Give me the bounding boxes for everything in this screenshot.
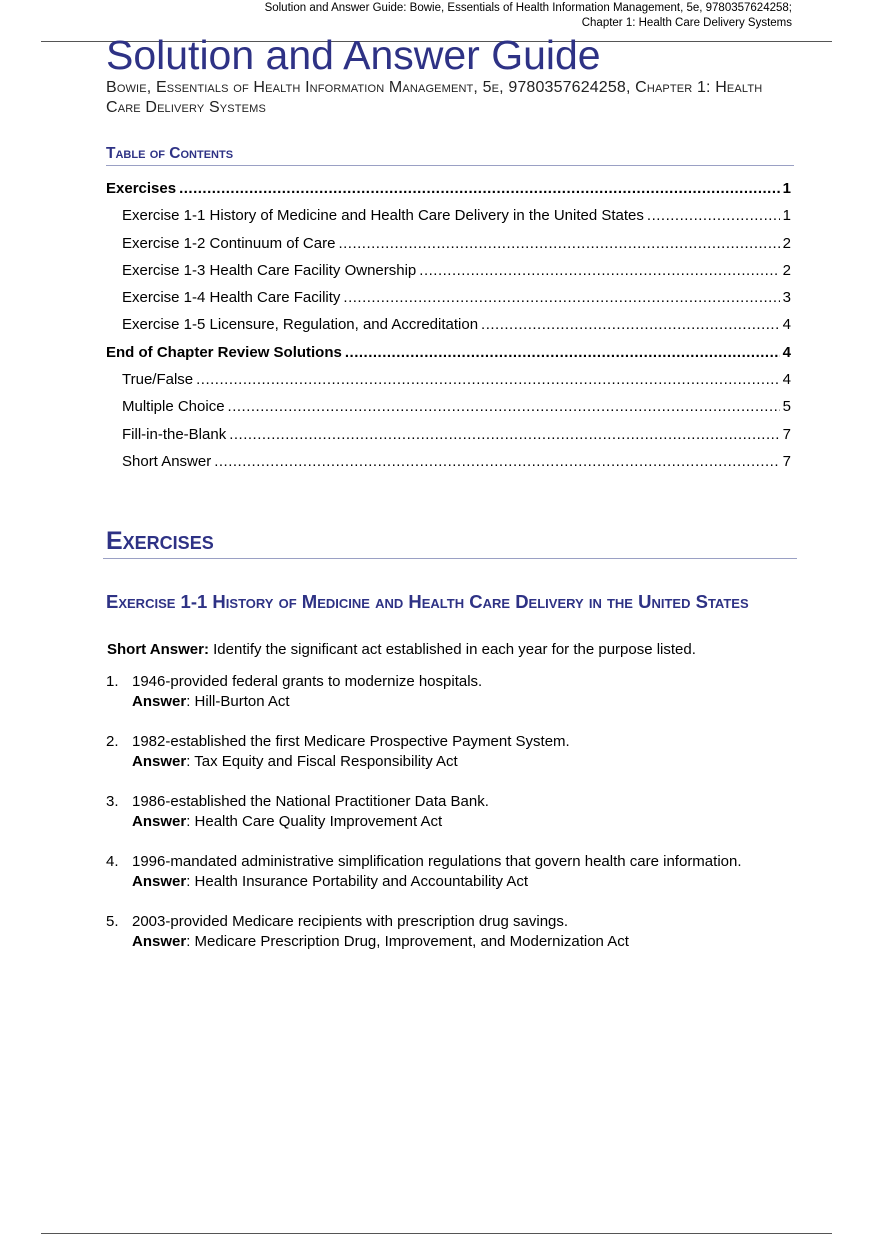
exercise-instructions: [107, 640, 807, 659]
table-of-contents: [106, 177, 791, 477]
toc-leader: [338, 232, 779, 255]
answer-text: : Health Care Quality Improvement Act: [186, 813, 443, 830]
toc-entry-page: 2: [782, 234, 791, 252]
question-item: [106, 672, 806, 732]
toc-entry-page: 7: [782, 425, 791, 443]
answer-text: : Medicare Prescription Drug, Improvement, and Modernization Act: [186, 933, 629, 950]
answer-line: [132, 752, 570, 772]
question-item: [106, 852, 806, 912]
page-subtitle: Bowie, Essentials of Health Information Management, 5e, 9780357624258, Chapter 1: Health Care Delivery Systems: [106, 79, 763, 116]
question-text: 2003-provided Medicare recipients with prescription drug savings.: [132, 913, 569, 930]
question-text: 1986-established the National Practitioner Data Bank.: [132, 793, 489, 810]
toc-leader: [196, 368, 780, 391]
toc-entry[interactable]: [106, 395, 791, 422]
toc-entry-label: Exercises: [106, 180, 177, 197]
toc-leader: [647, 204, 780, 227]
toc-leader: [179, 177, 780, 200]
toc-entry-label: Multiple Choice: [122, 398, 225, 416]
question-item: [106, 732, 806, 792]
toc-entry[interactable]: [106, 341, 791, 368]
toc-leader: [214, 450, 779, 473]
toc-entry-page: 4: [782, 343, 791, 361]
toc-entry-page: 4: [782, 316, 791, 334]
toc-entry-label: True/False: [122, 371, 194, 389]
question-number: 1.: [106, 673, 119, 690]
toc-leader: [229, 423, 779, 446]
running-header: [172, 1, 792, 30]
answer-label: Answer: [132, 693, 187, 710]
running-header-line-2: Chapter 1: Health Care Delivery Systems: [581, 16, 792, 29]
toc-entry-page: 1: [782, 180, 791, 197]
toc-entry[interactable]: [106, 232, 791, 259]
answer-label: Answer: [132, 873, 187, 890]
answer-label: Answer: [132, 933, 187, 950]
toc-leader: [228, 395, 780, 418]
exercise-heading: Exercise 1-1 History of Medicine and Health Care Delivery in the United States: [106, 591, 749, 612]
answer-text: : Tax Equity and Fiscal Responsibility Act: [186, 753, 458, 770]
answer-line: [132, 872, 742, 892]
answer-line: [132, 692, 482, 712]
toc-leader: [481, 313, 780, 336]
toc-leader: [419, 259, 779, 282]
toc-heading: Table of Contents: [106, 145, 794, 166]
toc-entry-label: Exercise 1-3 Health Care Facility Ownership: [122, 261, 417, 279]
toc-entry[interactable]: [106, 313, 791, 340]
answer-line: [132, 932, 629, 952]
answer-text: : Hill-Burton Act: [186, 693, 290, 710]
toc-entry[interactable]: [106, 259, 791, 286]
instruction-label: Short Answer:: [107, 641, 209, 658]
answer-line: [132, 812, 489, 832]
toc-leader: [345, 341, 780, 364]
toc-entry[interactable]: [106, 423, 791, 450]
section-heading-exercises: Exercises: [103, 527, 797, 559]
question-list: [106, 672, 806, 972]
question-number: 3.: [106, 793, 119, 810]
question-number: 4.: [106, 853, 119, 870]
toc-entry-page: 4: [782, 371, 791, 389]
footer-rule: [41, 1233, 832, 1234]
toc-entry-label: Fill-in-the-Blank: [122, 425, 227, 443]
toc-entry-page: 2: [782, 261, 791, 279]
toc-entry-page: 5: [782, 398, 791, 416]
toc-entry[interactable]: [106, 368, 791, 395]
toc-entry[interactable]: [106, 286, 791, 313]
toc-entry-page: 1: [782, 207, 791, 225]
toc-entry[interactable]: [106, 177, 791, 204]
toc-entry-page: 3: [782, 289, 791, 307]
toc-entry-label: Exercise 1-4 Health Care Facility: [122, 289, 341, 307]
question-text: 1946-provided federal grants to modernize hospitals.: [132, 673, 483, 690]
answer-text: : Health Insurance Portability and Accountability Act: [186, 873, 529, 890]
answer-label: Answer: [132, 813, 187, 830]
question-number: 5.: [106, 913, 119, 930]
toc-entry-label: End of Chapter Review Solutions: [106, 343, 342, 361]
toc-entry-page: 7: [782, 452, 791, 470]
instruction-text: Identify the significant act established in each year for the purpose listed.: [208, 641, 696, 658]
answer-label: Answer: [132, 753, 187, 770]
page-title: Solution and Answer Guide: [106, 32, 601, 78]
toc-entry[interactable]: [106, 204, 791, 231]
toc-entry[interactable]: [106, 450, 791, 477]
toc-leader: [343, 286, 779, 309]
question-text: 1982-established the first Medicare Prospective Payment System.: [132, 733, 570, 750]
question-number: 2.: [106, 733, 119, 750]
question-text: 1996-mandated administrative simplification regulations that govern health care information.: [132, 853, 742, 870]
toc-entry-label: Exercise 1-1 History of Medicine and Health Care Delivery in the United States: [122, 207, 644, 225]
question-item: [106, 912, 806, 972]
question-item: [106, 792, 806, 852]
toc-entry-label: Exercise 1-2 Continuum of Care: [122, 234, 336, 252]
toc-entry-label: Exercise 1-5 Licensure, Regulation, and Accreditation: [122, 316, 479, 334]
toc-entry-label: Short Answer: [122, 452, 212, 470]
running-header-line-1: Solution and Answer Guide: Bowie, Essentials of Health Information Management, 5e, 9780357624258;: [264, 2, 792, 14]
